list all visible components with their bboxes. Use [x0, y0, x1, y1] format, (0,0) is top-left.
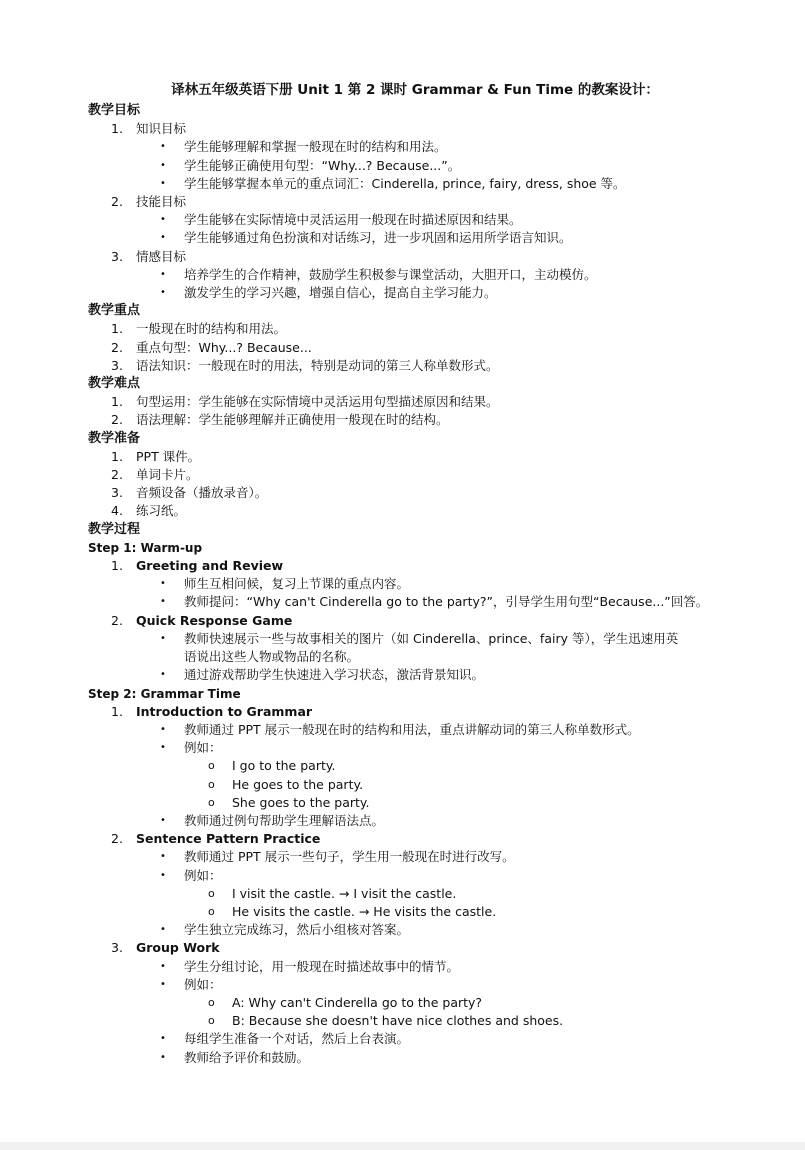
- circle-bullet-icon: o: [208, 777, 215, 791]
- example-sentence: o She goes to the party.: [88, 794, 748, 812]
- bullet-icon: •: [160, 742, 166, 754]
- activity-point: • 学生独立完成练习，然后小组核对答案。: [88, 921, 748, 939]
- activity-point: • 通过游戏帮助学生快速进入学习状态，激活背景知识。: [88, 666, 748, 684]
- difficulties-heading: 教学难点: [88, 376, 141, 392]
- bullet-icon: •: [160, 268, 166, 280]
- bullet-icon: •: [160, 596, 166, 608]
- circle-bullet-icon: o: [208, 904, 215, 918]
- bullet-icon: •: [160, 978, 166, 990]
- circle-bullet-icon: o: [208, 886, 215, 900]
- activity-point: • 教师提问：“Why can't Cinderella go to the party?”，引导学生用句型“Because...”回答。: [88, 593, 748, 611]
- bullet-icon: •: [160, 814, 166, 826]
- example-sentence: o I visit the castle. → I visit the castle.: [88, 885, 748, 903]
- goal-point: • 学生能够在实际情境中灵活运用一般现在时描述原因和结果。: [88, 211, 748, 229]
- bullet-icon: •: [160, 141, 166, 153]
- lesson-plan: [88, 80, 748, 1067]
- activity-point: • 教师通过例句帮助学生理解语法点。: [88, 812, 748, 830]
- activity-point: • 教师通过 PPT 展示一些句子，学生用一般现在时进行改写。: [88, 848, 748, 866]
- activity-item: 2. Sentence Pattern Practice: [111, 831, 321, 847]
- bullet-icon: •: [160, 869, 166, 881]
- goal-point: • 激发学生的学习兴趣，增强自信心，提高自主学习能力。: [88, 284, 748, 302]
- bullet-icon: •: [160, 960, 166, 972]
- bullet-icon: •: [160, 1033, 166, 1045]
- example-sentence: o I go to the party.: [88, 757, 748, 775]
- goal-point: • 学生能够理解和掌握一般现在时的结构和用法。: [88, 138, 748, 156]
- circle-bullet-icon: o: [208, 759, 215, 773]
- activity-point: • 每组学生准备一个对话，然后上台表演。: [88, 1030, 748, 1048]
- bullet-icon: •: [160, 214, 166, 226]
- example-sentence: o B: Because she doesn't have nice clothes and shoes.: [88, 1012, 748, 1030]
- page-title: 译林五年级英语下册 Unit 1 第 2 课时 Grammar & Fun Time 的教案设计：: [171, 82, 659, 98]
- preparation-item: 2. 单词卡片。: [111, 467, 199, 483]
- activity-point: • 例如：: [88, 739, 748, 757]
- bullet-icon: •: [160, 851, 166, 863]
- goal-point: • 学生能够正确使用句型：“Why...? Because...”。: [88, 157, 748, 175]
- bullet-icon: •: [160, 232, 166, 244]
- activity-point: • 教师快速展示一些与故事相关的图片（如 Cinderella、prince、fairy 等），学生迅速用英语说出这些人物或物品的名称。: [160, 630, 679, 665]
- goal-point: • 学生能够掌握本单元的重点词汇：Cinderella, prince, fairy, dress, shoe 等。: [88, 175, 748, 193]
- circle-bullet-icon: o: [208, 995, 215, 1009]
- activity-item: 1. Greeting and Review: [111, 558, 284, 574]
- goal-item: 1. 知识目标: [111, 121, 187, 137]
- preparation-item: 3. 音频设备（播放录音）。: [111, 485, 268, 501]
- activity-item: 1. Introduction to Grammar: [111, 703, 313, 719]
- example-sentence: o He visits the castle. → He visits the castle.: [88, 903, 748, 921]
- key-point: 1. 一般现在时的结构和用法。: [111, 321, 287, 337]
- bullet-icon: •: [160, 177, 166, 189]
- bullet-icon: •: [160, 578, 166, 590]
- goal-item: 3. 情感目标: [111, 248, 187, 264]
- goal-point: • 培养学生的合作精神，鼓励学生积极参与课堂活动，大胆开口，主动模仿。: [88, 266, 748, 284]
- activity-point: • 教师给予评价和鼓励。: [88, 1049, 748, 1067]
- preparation-heading: 教学准备: [88, 430, 141, 446]
- preparation-item: 1. PPT 课件。: [111, 448, 201, 464]
- activity-point: • 教师通过 PPT 展示一般现在时的结构和用法，重点讲解动词的第三人称单数形式。: [88, 721, 748, 739]
- activity-point: • 例如：: [88, 976, 748, 994]
- key-point: 3. 语法知识：一般现在时的用法，特别是动词的第三人称单数形式。: [111, 357, 499, 373]
- goal-point: • 学生能够通过角色扮演和对话练习，进一步巩固和运用所学语言知识。: [88, 229, 748, 247]
- key-point: 2. 重点句型：Why...? Because...: [111, 339, 312, 355]
- bullet-icon: •: [160, 924, 166, 936]
- goals-heading: 教学目标: [88, 103, 141, 118]
- activity-item: 3. Group Work: [111, 940, 220, 956]
- difficulty-item: 2. 语法理解：学生能够理解并正确使用一般现在时的结构。: [111, 412, 449, 428]
- bullet-icon: •: [160, 723, 166, 735]
- process-heading: 教学过程: [88, 521, 141, 537]
- bullet-icon: •: [160, 669, 166, 681]
- activity-point: • 学生分组讨论，用一般现在时描述故事中的情节。: [88, 958, 748, 976]
- circle-bullet-icon: o: [208, 1014, 215, 1028]
- example-sentence: o A: Why can't Cinderella go to the party?: [88, 994, 748, 1012]
- step2-title: Step 2: Grammar Time: [88, 686, 241, 701]
- example-sentence: o He goes to the party.: [88, 776, 748, 794]
- difficulty-item: 1. 句型运用：学生能够在实际情境中灵活运用句型描述原因和结果。: [111, 394, 499, 410]
- bullet-icon: •: [160, 632, 166, 644]
- bullet-icon: •: [160, 287, 166, 299]
- goal-item: 2. 技能目标: [111, 194, 187, 210]
- activity-item: 2. Quick Response Game: [111, 612, 293, 628]
- step1-title: Step 1: Warm-up: [88, 540, 203, 555]
- activity-point: • 师生互相问候，复习上节课的重点内容。: [88, 575, 748, 593]
- key-points-heading: 教学重点: [88, 303, 141, 319]
- circle-bullet-icon: o: [208, 795, 215, 809]
- preparation-item: 4. 练习纸。: [111, 503, 187, 519]
- activity-point: • 例如：: [88, 867, 748, 885]
- bullet-icon: •: [160, 159, 166, 171]
- bullet-icon: •: [160, 1051, 166, 1063]
